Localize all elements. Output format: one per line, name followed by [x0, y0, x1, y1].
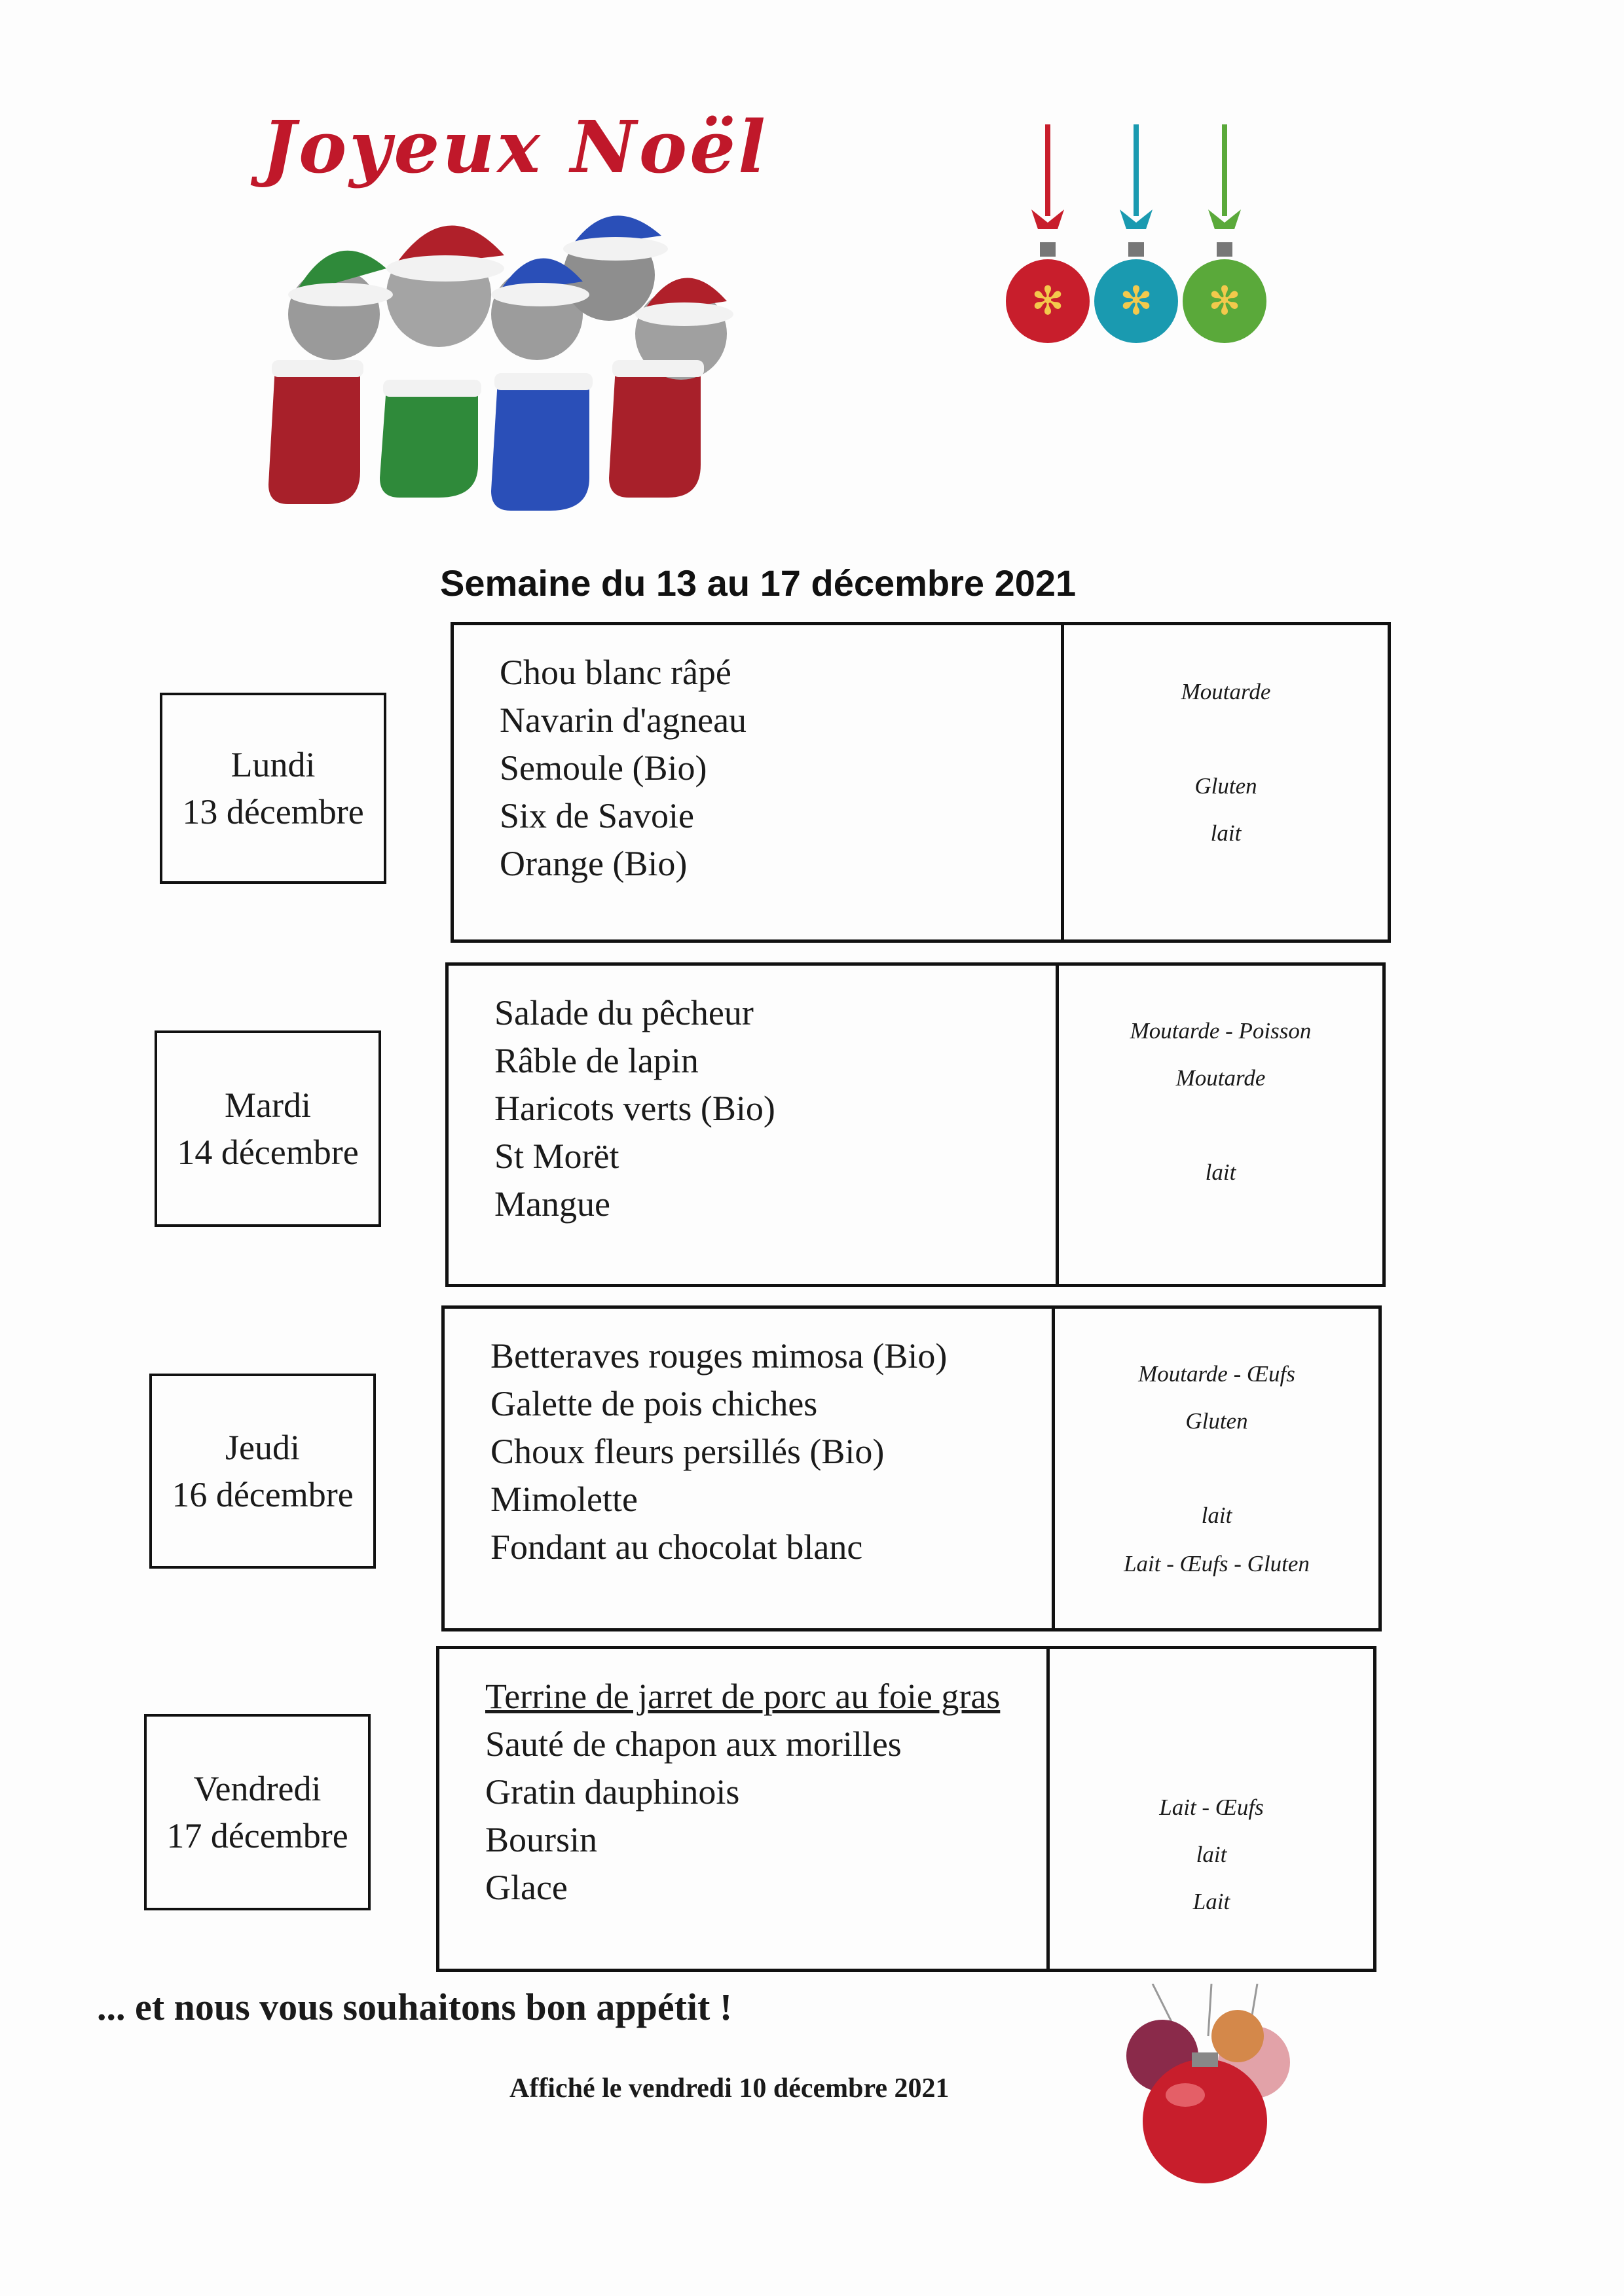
day-label-vendredi — [144, 1714, 371, 1910]
stocking-red-right — [609, 367, 701, 498]
day-name: Vendredi — [193, 1769, 322, 1808]
closing-message: ... et nous vous souhaitons bon appétit ! — [97, 1986, 733, 2028]
menu-item: Mangue — [494, 1184, 610, 1224]
menu-item: Gratin dauphinois — [485, 1772, 740, 1812]
allergen-text: lait — [1205, 1159, 1236, 1185]
menu-item: Navarin d'agneau — [500, 701, 747, 740]
day-label-lundi — [160, 693, 386, 884]
menu-item: Galette de pois chiches — [490, 1384, 818, 1423]
menu-box-mardi — [445, 962, 1386, 1287]
menu-item: Râble de lapin — [494, 1041, 699, 1080]
day-name: Jeudi — [225, 1428, 300, 1467]
svg-text:✻: ✻ — [1208, 280, 1242, 323]
posted-date: Affiché le vendredi 10 décembre 2021 — [509, 2073, 950, 2104]
menu-item: Fondant au chocolat blanc — [490, 1527, 863, 1567]
allergen-text: lait — [1201, 1503, 1232, 1528]
menu-box-lundi — [451, 622, 1391, 943]
stocking-blue — [491, 380, 589, 511]
allergen-text: Gluten — [1194, 773, 1257, 799]
logo-title: Joyeux Noël — [262, 105, 768, 189]
stocking-green — [380, 386, 478, 498]
baubles-icon — [1100, 1984, 1316, 2193]
menu-item: St Morët — [494, 1137, 619, 1176]
allergen-text: Gluten — [1185, 1408, 1248, 1434]
menu-item: Salade du pêcheur — [494, 993, 754, 1032]
day-date: 16 décembre — [172, 1475, 354, 1514]
stocking-red-left — [268, 367, 360, 504]
day-date: 17 décembre — [166, 1816, 348, 1855]
allergen-text: Moutarde — [1181, 679, 1271, 704]
menu-item: Sauté de chapon aux morilles — [485, 1724, 902, 1764]
menu-box-jeudi — [441, 1305, 1382, 1631]
day-date: 14 décembre — [177, 1133, 359, 1172]
menu-box-vendredi — [436, 1646, 1376, 1972]
allergen-column — [1064, 625, 1388, 939]
allergen-text: lait — [1196, 1842, 1227, 1867]
allergen-text: Moutarde — [1175, 1065, 1266, 1091]
menu-items — [454, 625, 1064, 939]
allergen-text: Moutarde - Œufs — [1138, 1361, 1295, 1387]
menu-item: Chou blanc râpé — [500, 653, 731, 692]
menu-item: Betteraves rouges mimosa (Bio) — [490, 1336, 948, 1376]
allergen-text: Lait - Œufs — [1159, 1795, 1264, 1820]
day-label-mardi — [155, 1030, 381, 1227]
svg-text:✻: ✻ — [1119, 280, 1153, 323]
allergen-column — [1055, 1309, 1378, 1628]
allergen-text: lait — [1210, 820, 1242, 846]
day-date: 13 décembre — [182, 792, 364, 831]
menu-item: Terrine de jarret de porc au foie gras — [485, 1677, 1001, 1716]
hanging-ornaments-icon — [995, 124, 1283, 360]
menu-items — [439, 1649, 1050, 1969]
day-name: Mardi — [225, 1085, 311, 1125]
day-name: Lundi — [231, 745, 316, 784]
allergen-text: Lait — [1192, 1889, 1230, 1914]
allergen-text: Lait - Œufs - Gluten — [1124, 1551, 1310, 1576]
menu-item: Choux fleurs persillés (Bio) — [490, 1432, 885, 1471]
allergen-text: Moutarde - Poisson — [1130, 1018, 1312, 1044]
allergen-column — [1050, 1649, 1373, 1969]
teddy-bears-illustration — [262, 203, 760, 517]
menu-item: Glace — [485, 1868, 568, 1907]
menu-item: Mimolette — [490, 1480, 638, 1519]
allergen-column — [1059, 966, 1382, 1284]
menu-item: Boursin — [485, 1820, 598, 1859]
week-title: Semaine du 13 au 17 décembre 2021 — [440, 562, 1077, 604]
menu-item: Haricots verts (Bio) — [494, 1089, 775, 1128]
menu-items — [449, 966, 1059, 1284]
svg-text:✻: ✻ — [1031, 280, 1065, 323]
menu-item: Orange (Bio) — [500, 844, 688, 883]
menu-item: Semoule (Bio) — [500, 748, 707, 788]
menu-items — [445, 1309, 1055, 1628]
menu-item: Six de Savoie — [500, 796, 694, 835]
day-label-jeudi — [149, 1374, 376, 1569]
